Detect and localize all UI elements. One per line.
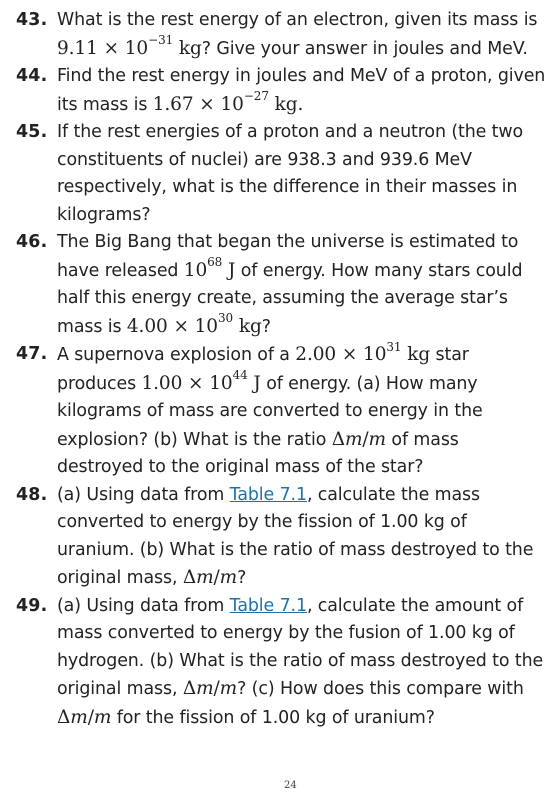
math-slash: /	[213, 567, 220, 588]
math-variable: m	[344, 428, 363, 450]
problem-number: 43.	[16, 10, 48, 30]
problem-text	[57, 63, 549, 119]
math-expression	[152, 89, 304, 115]
math-base: 2.00 × 10	[295, 344, 387, 365]
math-variable: m	[93, 706, 112, 728]
text-segment: ?	[237, 568, 247, 588]
math-unit: J	[222, 259, 236, 281]
problem-47	[0, 341, 556, 482]
math-variable: m	[196, 678, 214, 699]
math-variable: m	[219, 678, 238, 699]
cutoff-text-fragment: 24	[284, 780, 297, 791]
mass-ratio-expression	[183, 678, 237, 699]
math-expression	[295, 339, 431, 365]
mass-ratio-expression	[57, 707, 111, 728]
problem-number: 44.	[16, 66, 48, 86]
text-segment: for the fission of 1.00 kg of uranium?	[111, 707, 435, 728]
problem-text	[57, 482, 549, 593]
math-expression	[57, 33, 202, 59]
problem-46	[0, 229, 556, 341]
text-segment: A supernova explosion of a	[57, 345, 296, 365]
math-slash: /	[362, 428, 369, 450]
problem-43	[0, 7, 556, 63]
text-segment: star produces	[57, 345, 469, 394]
math-variable: m	[196, 567, 214, 588]
math-variable: m	[368, 428, 386, 450]
math-exponent: 30	[217, 311, 234, 326]
math-unit: kg	[173, 37, 202, 59]
math-unit: J	[247, 372, 261, 394]
mass-ratio-expression	[332, 429, 386, 450]
text-segment: ?	[261, 316, 271, 337]
text-segment: (a) Using data from	[57, 484, 230, 505]
math-expression	[141, 368, 261, 394]
text-segment: Find the rest energy in joules and MeV of a proton, given its mass is	[57, 66, 546, 115]
math-variable: m	[219, 567, 238, 588]
math-base: 1.67 × 10	[152, 93, 244, 115]
text-segment: , calculate the mass converted to energy by the fission of 1.00 kg of uranium. (b) What is the ratio of mass destroyed to the original mass,	[57, 484, 534, 588]
math-slash: /	[213, 678, 220, 699]
math-unit: kg.	[268, 93, 304, 115]
table-7-1-link[interactable]: Table 7.1	[229, 595, 307, 616]
math-unit: kg	[401, 344, 431, 365]
problem-45	[0, 119, 556, 229]
problem-text	[57, 341, 549, 482]
problem-text	[57, 229, 549, 341]
math-unit: kg	[233, 315, 262, 337]
math-expression	[126, 311, 262, 337]
text-segment: of energy. (a) How many kilograms of mass are converted to energy in the explosion? (b) What is the ratio	[57, 373, 483, 450]
text-segment: (a) Using data from	[57, 595, 230, 616]
text-segment: ? Give your answer in joules and MeV.	[201, 38, 528, 59]
problem-text	[57, 7, 549, 63]
text-segment: ? (c) How does this compare with	[237, 679, 524, 699]
table-7-1-link[interactable]: Table 7.1	[229, 484, 307, 505]
math-exponent: 44	[232, 368, 248, 383]
math-base: 9.11 × 10	[57, 37, 149, 59]
math-base: 1.00 × 10	[141, 372, 233, 394]
problem-number: 48.	[16, 484, 48, 505]
math-expression	[183, 255, 236, 281]
text-segment: , calculate the amount of mass converted to energy by the fusion of 1.00 kg of hydrogen. (b) What is the ratio of mass destroyed to the original mass,	[57, 595, 544, 699]
problem-44	[0, 63, 556, 119]
math-exponent: 68	[207, 255, 223, 270]
delta-symbol: Δ	[57, 706, 71, 728]
math-exponent: −31	[148, 33, 174, 48]
text-segment: of energy. How many stars could half this energy create, assuming the average star’s mass is	[57, 260, 523, 337]
math-exponent: 31	[386, 339, 402, 354]
problem-number: 49.	[16, 595, 48, 616]
text-segment: What is the rest energy of an electron, given its mass is	[57, 10, 538, 30]
text-segment: If the rest energies of a proton and a neutron (the two constituents of nuclei) are 938.3 and 939.6 MeV respectively, what is the difference in their masses in kilograms?	[57, 122, 524, 225]
math-base: 4.00 × 10	[126, 315, 218, 337]
math-exponent: −27	[243, 89, 269, 104]
text-segment: of mass destroyed to the original mass of the star?	[57, 429, 459, 477]
problem-list	[0, 7, 556, 732]
math-slash: /	[87, 706, 94, 728]
math-base: 10	[183, 259, 208, 281]
problem-48	[0, 482, 556, 593]
mass-ratio-expression	[183, 567, 237, 588]
delta-symbol: Δ	[182, 567, 197, 588]
delta-symbol: Δ	[331, 428, 345, 450]
delta-symbol: Δ	[182, 678, 197, 699]
problem-text	[57, 593, 549, 733]
math-variable: m	[70, 706, 88, 728]
problem-text	[57, 119, 549, 229]
problem-number: 45.	[16, 122, 48, 142]
problem-49	[0, 593, 556, 733]
problem-number: 46.	[16, 232, 48, 252]
text-segment: The Big Bang that began the universe is estimated to have released	[57, 232, 519, 281]
problem-number: 47.	[16, 344, 48, 364]
